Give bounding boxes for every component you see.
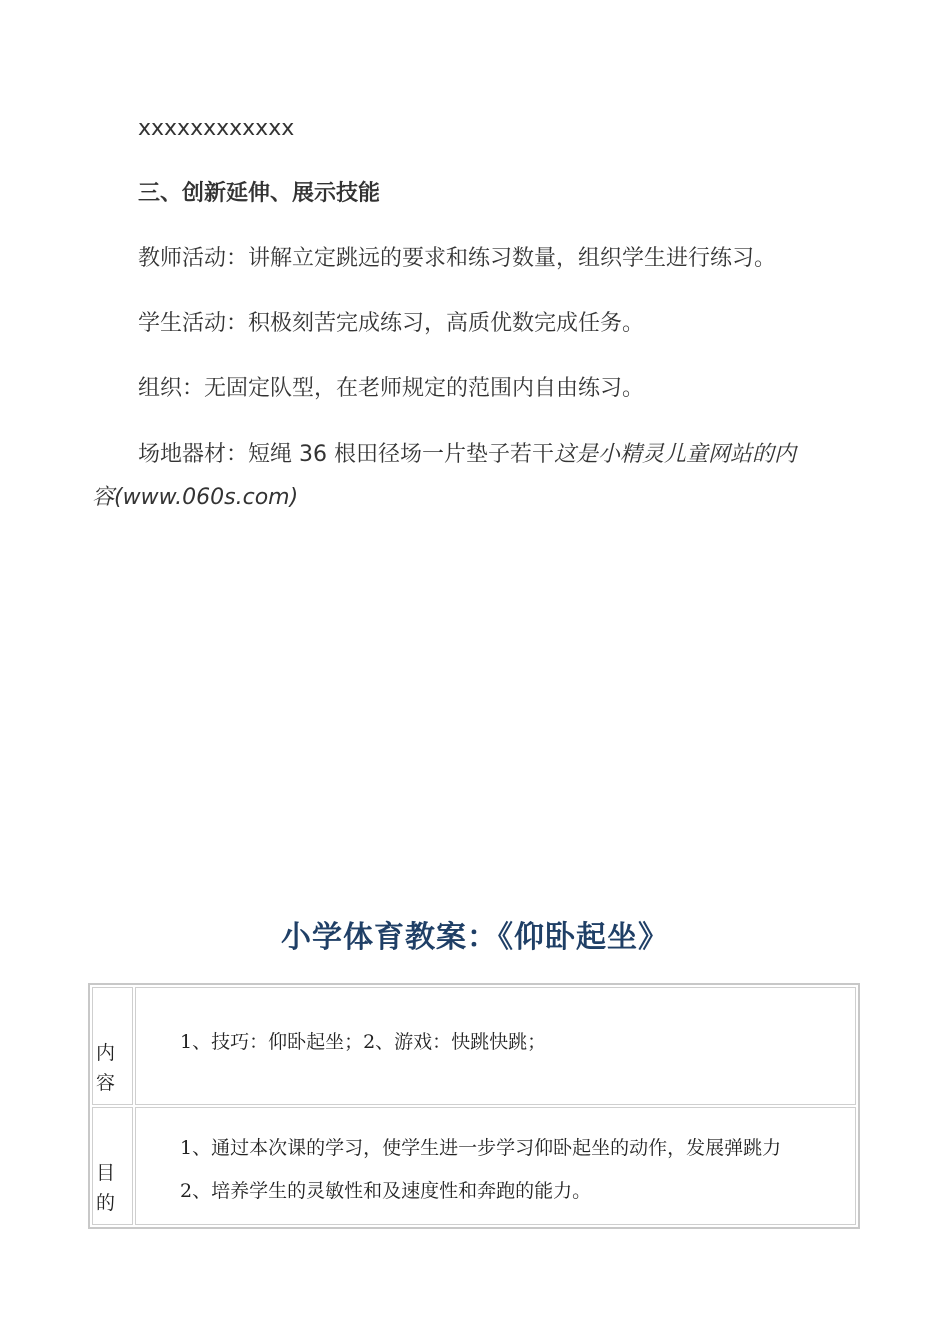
section-heading: 三、创新延伸、展示技能 — [138, 181, 381, 206]
equipment-italic-part2: 容(www.060s.com) — [92, 485, 299, 510]
row-label-content — [92, 987, 133, 1105]
row-label-goal — [92, 1107, 133, 1225]
lesson-table — [88, 983, 860, 1229]
table-row-content — [92, 987, 856, 1105]
label-char: 内 — [96, 1042, 116, 1064]
goal-line: 1、通过本次课的学习，使学生进一步学习仰卧起坐的动作，发展弹跳力 — [180, 1137, 782, 1159]
equipment-line — [138, 440, 796, 470]
organization: 组织：无固定队型，在老师规定的范围内自由练习。 — [138, 376, 645, 401]
content-line: 1、技巧：仰卧起坐；2、游戏：快跳快跳； — [180, 1031, 547, 1053]
table-row-goal — [92, 1107, 856, 1225]
lesson-title: 小学体育教案：《仰卧起坐》 — [281, 920, 669, 955]
row-value-goal — [135, 1107, 856, 1225]
label-char: 容 — [96, 1072, 116, 1094]
row-value-content — [135, 987, 856, 1105]
student-activity: 学生活动：积极刻苦完成练习，高质优数完成任务。 — [138, 311, 645, 336]
label-char: 目 — [96, 1162, 116, 1184]
label-char: 的 — [96, 1192, 116, 1214]
equipment-italic-part1: 这是小精灵儿童网站的内 — [553, 442, 796, 467]
teacher-activity: 教师活动：讲解立定跳远的要求和练习数量，组织学生进行练习。 — [138, 246, 777, 271]
placeholder-text: xxxxxxxxxxxx — [138, 116, 295, 141]
goal-line: 2、培养学生的灵敏性和及速度性和奔跑的能力。 — [180, 1180, 592, 1202]
equipment-prefix: 场地器材：短绳 36 根田径场一片垫子若干 — [138, 442, 554, 467]
